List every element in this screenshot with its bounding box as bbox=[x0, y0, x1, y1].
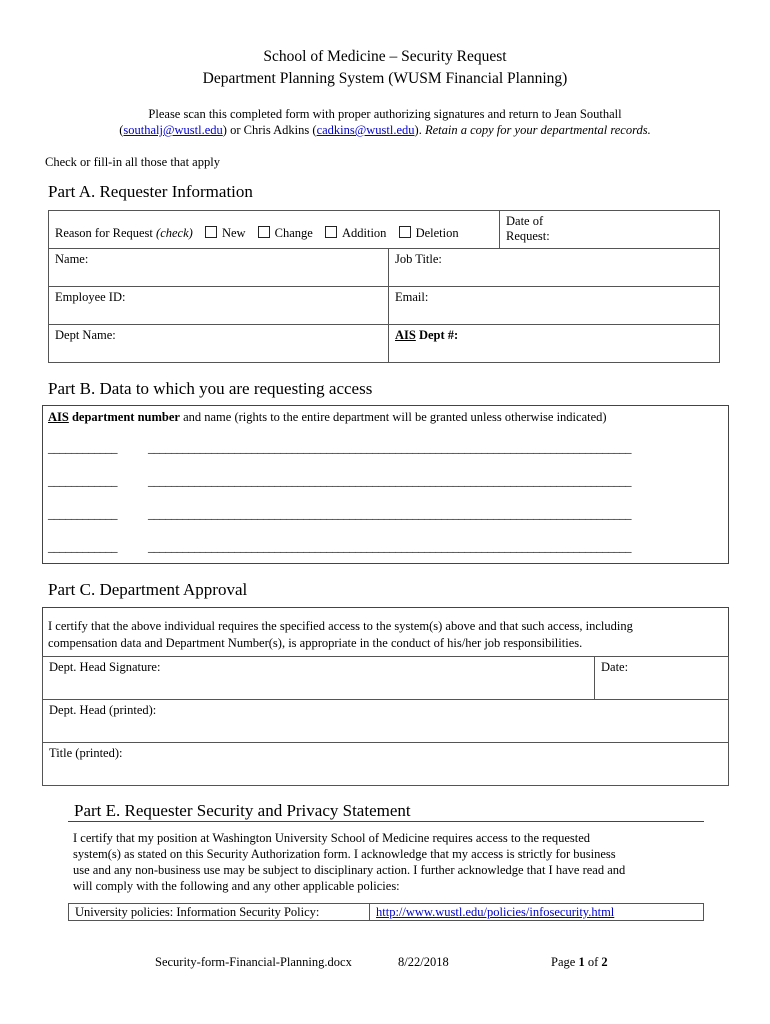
dept-name-field[interactable] bbox=[48, 324, 389, 363]
instructions-line2: (southalj@wustl.edu) or Chris Adkins (cadkins@wustl.edu). Retain a copy for your departmental records. bbox=[119, 123, 651, 137]
approval-date-field[interactable] bbox=[594, 656, 729, 700]
statement-line-3: use and any non-business use may be subject to disciplinary action. I further acknowledge that I have read and bbox=[73, 863, 626, 877]
page-total: 2 bbox=[601, 955, 608, 969]
option-new: New bbox=[221, 226, 246, 240]
approval-date-label: Date: bbox=[601, 660, 629, 674]
option-addition: Addition bbox=[341, 226, 387, 240]
dept-number-line-4[interactable]: ____________ bbox=[48, 540, 117, 554]
dept-name-line-1[interactable]: ____________________________________________________________________________________ bbox=[148, 441, 631, 455]
part-c-heading: Part C. Department Approval bbox=[48, 580, 248, 599]
page-prefix: Page bbox=[551, 955, 576, 969]
checkbox-change[interactable] bbox=[258, 226, 270, 238]
title-printed-field[interactable] bbox=[42, 742, 729, 786]
dept-head-printed-field[interactable] bbox=[42, 699, 729, 743]
job-title-label: Job Title: bbox=[395, 252, 442, 266]
part-e-heading: Part E. Requester Security and Privacy Statement bbox=[74, 801, 411, 820]
signature-label: Dept. Head Signature: bbox=[49, 660, 161, 674]
form-title: School of Medicine – Security Request bbox=[263, 48, 507, 65]
name-field[interactable] bbox=[48, 248, 389, 287]
dept-number-line-2[interactable]: ____________ bbox=[48, 474, 117, 488]
part-a-heading: Part A. Requester Information bbox=[48, 182, 253, 201]
employee-id-field[interactable] bbox=[48, 286, 389, 325]
email-link-southall[interactable]: southalj@wustl.edu bbox=[123, 123, 223, 137]
form-subtitle: Department Planning System (WUSM Financial Planning) bbox=[202, 70, 568, 87]
ais-dept-field[interactable] bbox=[388, 324, 720, 363]
retain-note: Retain a copy for your departmental records. bbox=[424, 123, 651, 137]
dept-name-line-3[interactable]: ____________________________________________________________________________________ bbox=[148, 507, 631, 521]
footer-filename: Security-form-Financial-Planning.docx bbox=[155, 955, 352, 969]
date-label-2: Request: bbox=[506, 229, 550, 243]
part-b-description bbox=[48, 410, 607, 425]
email-field[interactable] bbox=[388, 286, 720, 325]
ais-dept-label: Dept #: bbox=[418, 328, 459, 342]
part-b-ais: AIS bbox=[48, 410, 69, 424]
email-label: Email: bbox=[395, 290, 429, 304]
check-note: Check or fill-in all those that apply bbox=[45, 155, 220, 169]
reason-check-hint: (check) bbox=[156, 226, 193, 240]
certify-line-1: I certify that the above individual requires the specified access to the system(s) above and that such access, including bbox=[48, 619, 633, 633]
option-change: Change bbox=[274, 226, 313, 240]
part-e-statement bbox=[73, 830, 625, 894]
page-number: 1 bbox=[578, 955, 585, 969]
part-b-heading: Part B. Data to which you are requesting access bbox=[48, 379, 373, 398]
job-title-field[interactable] bbox=[388, 248, 720, 287]
dept-name-line-4[interactable]: ____________________________________________________________________________________ bbox=[148, 540, 631, 554]
checkbox-addition[interactable] bbox=[325, 226, 337, 238]
part-b-dept-number: department number bbox=[71, 410, 180, 424]
employee-id-label: Employee ID: bbox=[55, 290, 126, 304]
email-link-adkins[interactable]: cadkins@wustl.edu bbox=[316, 123, 415, 137]
part-e-rule bbox=[68, 821, 704, 822]
date-label-1: Date of bbox=[506, 214, 544, 228]
policy-label-cell bbox=[68, 903, 370, 921]
instructions-line1: Please scan this completed form with proper authorizing signatures and return to Jean Southall bbox=[148, 107, 622, 121]
reason-cell bbox=[48, 210, 500, 249]
footer-date: 8/22/2018 bbox=[398, 955, 449, 969]
dept-name-label: Dept Name: bbox=[55, 328, 116, 342]
dept-head-signature-field[interactable] bbox=[42, 656, 595, 700]
part-b-desc-text: and name (rights to the entire department will be granted unless otherwise indicated) bbox=[183, 410, 607, 424]
policy-link-cell bbox=[369, 903, 704, 921]
dept-number-line-1[interactable]: ____________ bbox=[48, 441, 117, 455]
certify-line-2: compensation data and Department Number(s), is appropriate in the conduct of his/her job responsibilities. bbox=[48, 636, 583, 650]
statement-line-2: system(s) as stated on this Security Authorization form. I acknowledge that my access is strictly for business bbox=[73, 847, 616, 861]
checkbox-deletion[interactable] bbox=[399, 226, 411, 238]
checkbox-new[interactable] bbox=[205, 226, 217, 238]
policy-label: University policies: Information Security Policy: bbox=[75, 905, 320, 919]
name-label: Name: bbox=[55, 252, 89, 266]
reason-label: Reason for Request bbox=[55, 226, 153, 240]
ais-label: AIS bbox=[395, 328, 416, 342]
dept-name-line-2[interactable]: ____________________________________________________________________________________ bbox=[148, 474, 631, 488]
part-c-certify bbox=[48, 618, 633, 652]
page-of: of bbox=[587, 955, 599, 969]
title-printed-label: Title (printed): bbox=[49, 746, 123, 760]
option-deletion: Deletion bbox=[415, 226, 459, 240]
statement-line-1: I certify that my position at Washington University School of Medicine requires access to the requested bbox=[73, 831, 591, 845]
policy-link[interactable]: http://www.wustl.edu/policies/infosecurity.html bbox=[376, 905, 615, 919]
footer-page bbox=[551, 955, 608, 970]
date-of-request-cell[interactable] bbox=[499, 210, 720, 249]
instructions-mid: or Chris Adkins bbox=[230, 123, 310, 137]
statement-line-4: will comply with the following and any other applicable policies: bbox=[73, 879, 400, 893]
printed-label: Dept. Head (printed): bbox=[49, 703, 157, 717]
dept-number-line-3[interactable]: ____________ bbox=[48, 507, 117, 521]
